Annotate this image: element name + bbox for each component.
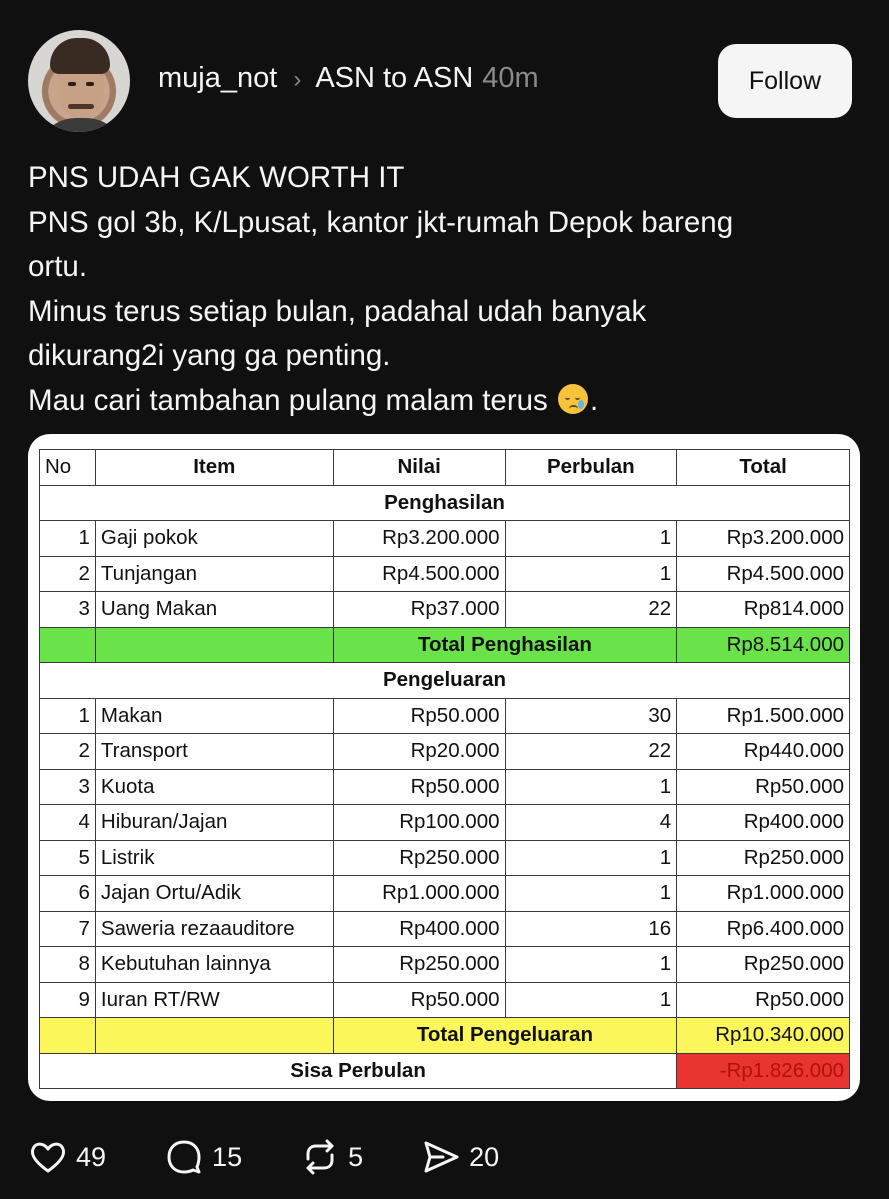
post-line-text: Mau cari tambahan pulang malam terus <box>28 383 548 417</box>
row-perbulan: 1 <box>505 982 677 1018</box>
username-link[interactable]: muja_not <box>158 62 278 94</box>
row-nilai: Rp400.000 <box>333 911 505 947</box>
post-time: 40m <box>482 62 539 94</box>
share-button[interactable] <box>421 1137 499 1177</box>
repost-button[interactable] <box>300 1137 363 1177</box>
table-row <box>40 840 850 876</box>
row-total: Rp50.000 <box>677 769 850 805</box>
row-perbulan: 16 <box>505 911 677 947</box>
table-row <box>40 556 850 592</box>
post-text <box>28 156 868 424</box>
expense-rows <box>40 698 850 1018</box>
row-perbulan: 1 <box>505 876 677 912</box>
row-perbulan: 1 <box>505 947 677 983</box>
row-total: Rp1.500.000 <box>677 698 850 734</box>
table-row <box>40 734 850 770</box>
share-count: 20 <box>469 1141 500 1172</box>
post-header <box>0 0 889 150</box>
row-item: Gaji pokok <box>95 521 333 557</box>
row-perbulan: 22 <box>505 734 677 770</box>
table-row <box>40 698 850 734</box>
post-line: dikurang2i yang ga penting. <box>28 339 391 373</box>
comment-button[interactable] <box>164 1137 242 1177</box>
row-total: Rp250.000 <box>677 947 850 983</box>
row-nilai: Rp1.000.000 <box>333 876 505 912</box>
row-nilai: Rp100.000 <box>333 805 505 841</box>
header-item: Item <box>95 450 333 486</box>
row-perbulan: 30 <box>505 698 677 734</box>
expense-total-label: Total Pengeluaran <box>333 1018 676 1054</box>
row-nilai: Rp50.000 <box>333 982 505 1018</box>
row-item: Iuran RT/RW <box>95 982 333 1018</box>
like-count: 49 <box>76 1141 107 1172</box>
row-perbulan: 1 <box>505 556 677 592</box>
row-perbulan: 1 <box>505 769 677 805</box>
income-total-label: Total Penghasilan <box>333 627 676 663</box>
comment-icon <box>164 1137 204 1177</box>
expense-total-row <box>40 1018 850 1054</box>
table-row <box>40 982 850 1018</box>
comment-count: 15 <box>212 1141 243 1172</box>
row-total: Rp814.000 <box>677 592 850 628</box>
row-no: 1 <box>40 521 96 557</box>
row-item: Uang Makan <box>95 592 333 628</box>
follow-button[interactable]: Follow <box>718 44 852 118</box>
row-item: Listrik <box>95 840 333 876</box>
topic-link[interactable]: ASN to ASN <box>315 62 474 94</box>
table-row <box>40 805 850 841</box>
row-perbulan: 1 <box>505 521 677 557</box>
row-nilai: Rp50.000 <box>333 698 505 734</box>
row-item: Saweria rezaauditore <box>95 911 333 947</box>
header-total: Total <box>677 450 850 486</box>
table-row <box>40 947 850 983</box>
row-item: Jajan Ortu/Adik <box>95 876 333 912</box>
row-total: Rp400.000 <box>677 805 850 841</box>
avatar[interactable] <box>28 30 130 132</box>
repost-icon <box>300 1137 340 1177</box>
crying-face-emoji-icon <box>558 384 588 414</box>
chevron-right-icon: › <box>293 66 302 93</box>
header-no: No <box>40 450 96 486</box>
row-no: 3 <box>40 769 96 805</box>
row-item: Transport <box>95 734 333 770</box>
row-total: Rp440.000 <box>677 734 850 770</box>
table-row <box>40 592 850 628</box>
income-total-row <box>40 627 850 663</box>
action-bar <box>28 1132 557 1182</box>
row-no: 4 <box>40 805 96 841</box>
row-nilai: Rp20.000 <box>333 734 505 770</box>
row-no: 8 <box>40 947 96 983</box>
remaining-value: -Rp1.826.000 <box>677 1053 850 1089</box>
income-total-value: Rp8.514.000 <box>677 627 850 663</box>
post-line <box>28 379 868 424</box>
section-title: Penghasilan <box>40 485 850 521</box>
row-no: 2 <box>40 556 96 592</box>
table-row <box>40 769 850 805</box>
row-no: 7 <box>40 911 96 947</box>
section-row-expense <box>40 663 850 699</box>
post-line: PNS gol 3b, K/Lpusat, kantor jkt-rumah Depok bareng <box>28 205 734 239</box>
section-title: Pengeluaran <box>40 663 850 699</box>
row-nilai: Rp250.000 <box>333 947 505 983</box>
table-row <box>40 876 850 912</box>
row-item: Kebutuhan lainnya <box>95 947 333 983</box>
row-nilai: Rp50.000 <box>333 769 505 805</box>
row-item: Tunjangan <box>95 556 333 592</box>
post-line: PNS UDAH GAK WORTH IT <box>28 161 405 194</box>
row-no: 9 <box>40 982 96 1018</box>
header-nilai: Nilai <box>333 450 505 486</box>
remaining-row <box>40 1053 850 1089</box>
post-line-suffix: . <box>590 383 599 417</box>
table-row <box>40 521 850 557</box>
like-button[interactable] <box>28 1137 106 1177</box>
share-icon <box>421 1137 461 1177</box>
budget-table <box>39 449 850 1089</box>
repost-count: 5 <box>348 1141 364 1172</box>
income-rows <box>40 521 850 628</box>
row-no: 3 <box>40 592 96 628</box>
post-line: Minus terus setiap bulan, padahal udah banyak <box>28 294 647 328</box>
row-total: Rp250.000 <box>677 840 850 876</box>
table-header-row <box>40 450 850 486</box>
row-nilai: Rp4.500.000 <box>333 556 505 592</box>
section-row-income <box>40 485 850 521</box>
row-total: Rp50.000 <box>677 982 850 1018</box>
row-item: Makan <box>95 698 333 734</box>
post-meta <box>158 62 539 95</box>
row-no: 2 <box>40 734 96 770</box>
row-no: 1 <box>40 698 96 734</box>
remaining-label: Sisa Perbulan <box>40 1053 677 1089</box>
heart-icon <box>28 1137 68 1177</box>
budget-table-image[interactable] <box>28 434 860 1101</box>
row-total: Rp3.200.000 <box>677 521 850 557</box>
header-perbulan: Perbulan <box>505 450 677 486</box>
row-nilai: Rp250.000 <box>333 840 505 876</box>
row-item: Hiburan/Jajan <box>95 805 333 841</box>
row-total: Rp1.000.000 <box>677 876 850 912</box>
expense-total-value: Rp10.340.000 <box>677 1018 850 1054</box>
row-nilai: Rp37.000 <box>333 592 505 628</box>
row-perbulan: 4 <box>505 805 677 841</box>
row-perbulan: 1 <box>505 840 677 876</box>
row-no: 6 <box>40 876 96 912</box>
row-nilai: Rp3.200.000 <box>333 521 505 557</box>
row-item: Kuota <box>95 769 333 805</box>
table-row <box>40 911 850 947</box>
row-perbulan: 22 <box>505 592 677 628</box>
row-no: 5 <box>40 840 96 876</box>
post-line: ortu. <box>28 250 88 284</box>
row-total: Rp6.400.000 <box>677 911 850 947</box>
row-total: Rp4.500.000 <box>677 556 850 592</box>
